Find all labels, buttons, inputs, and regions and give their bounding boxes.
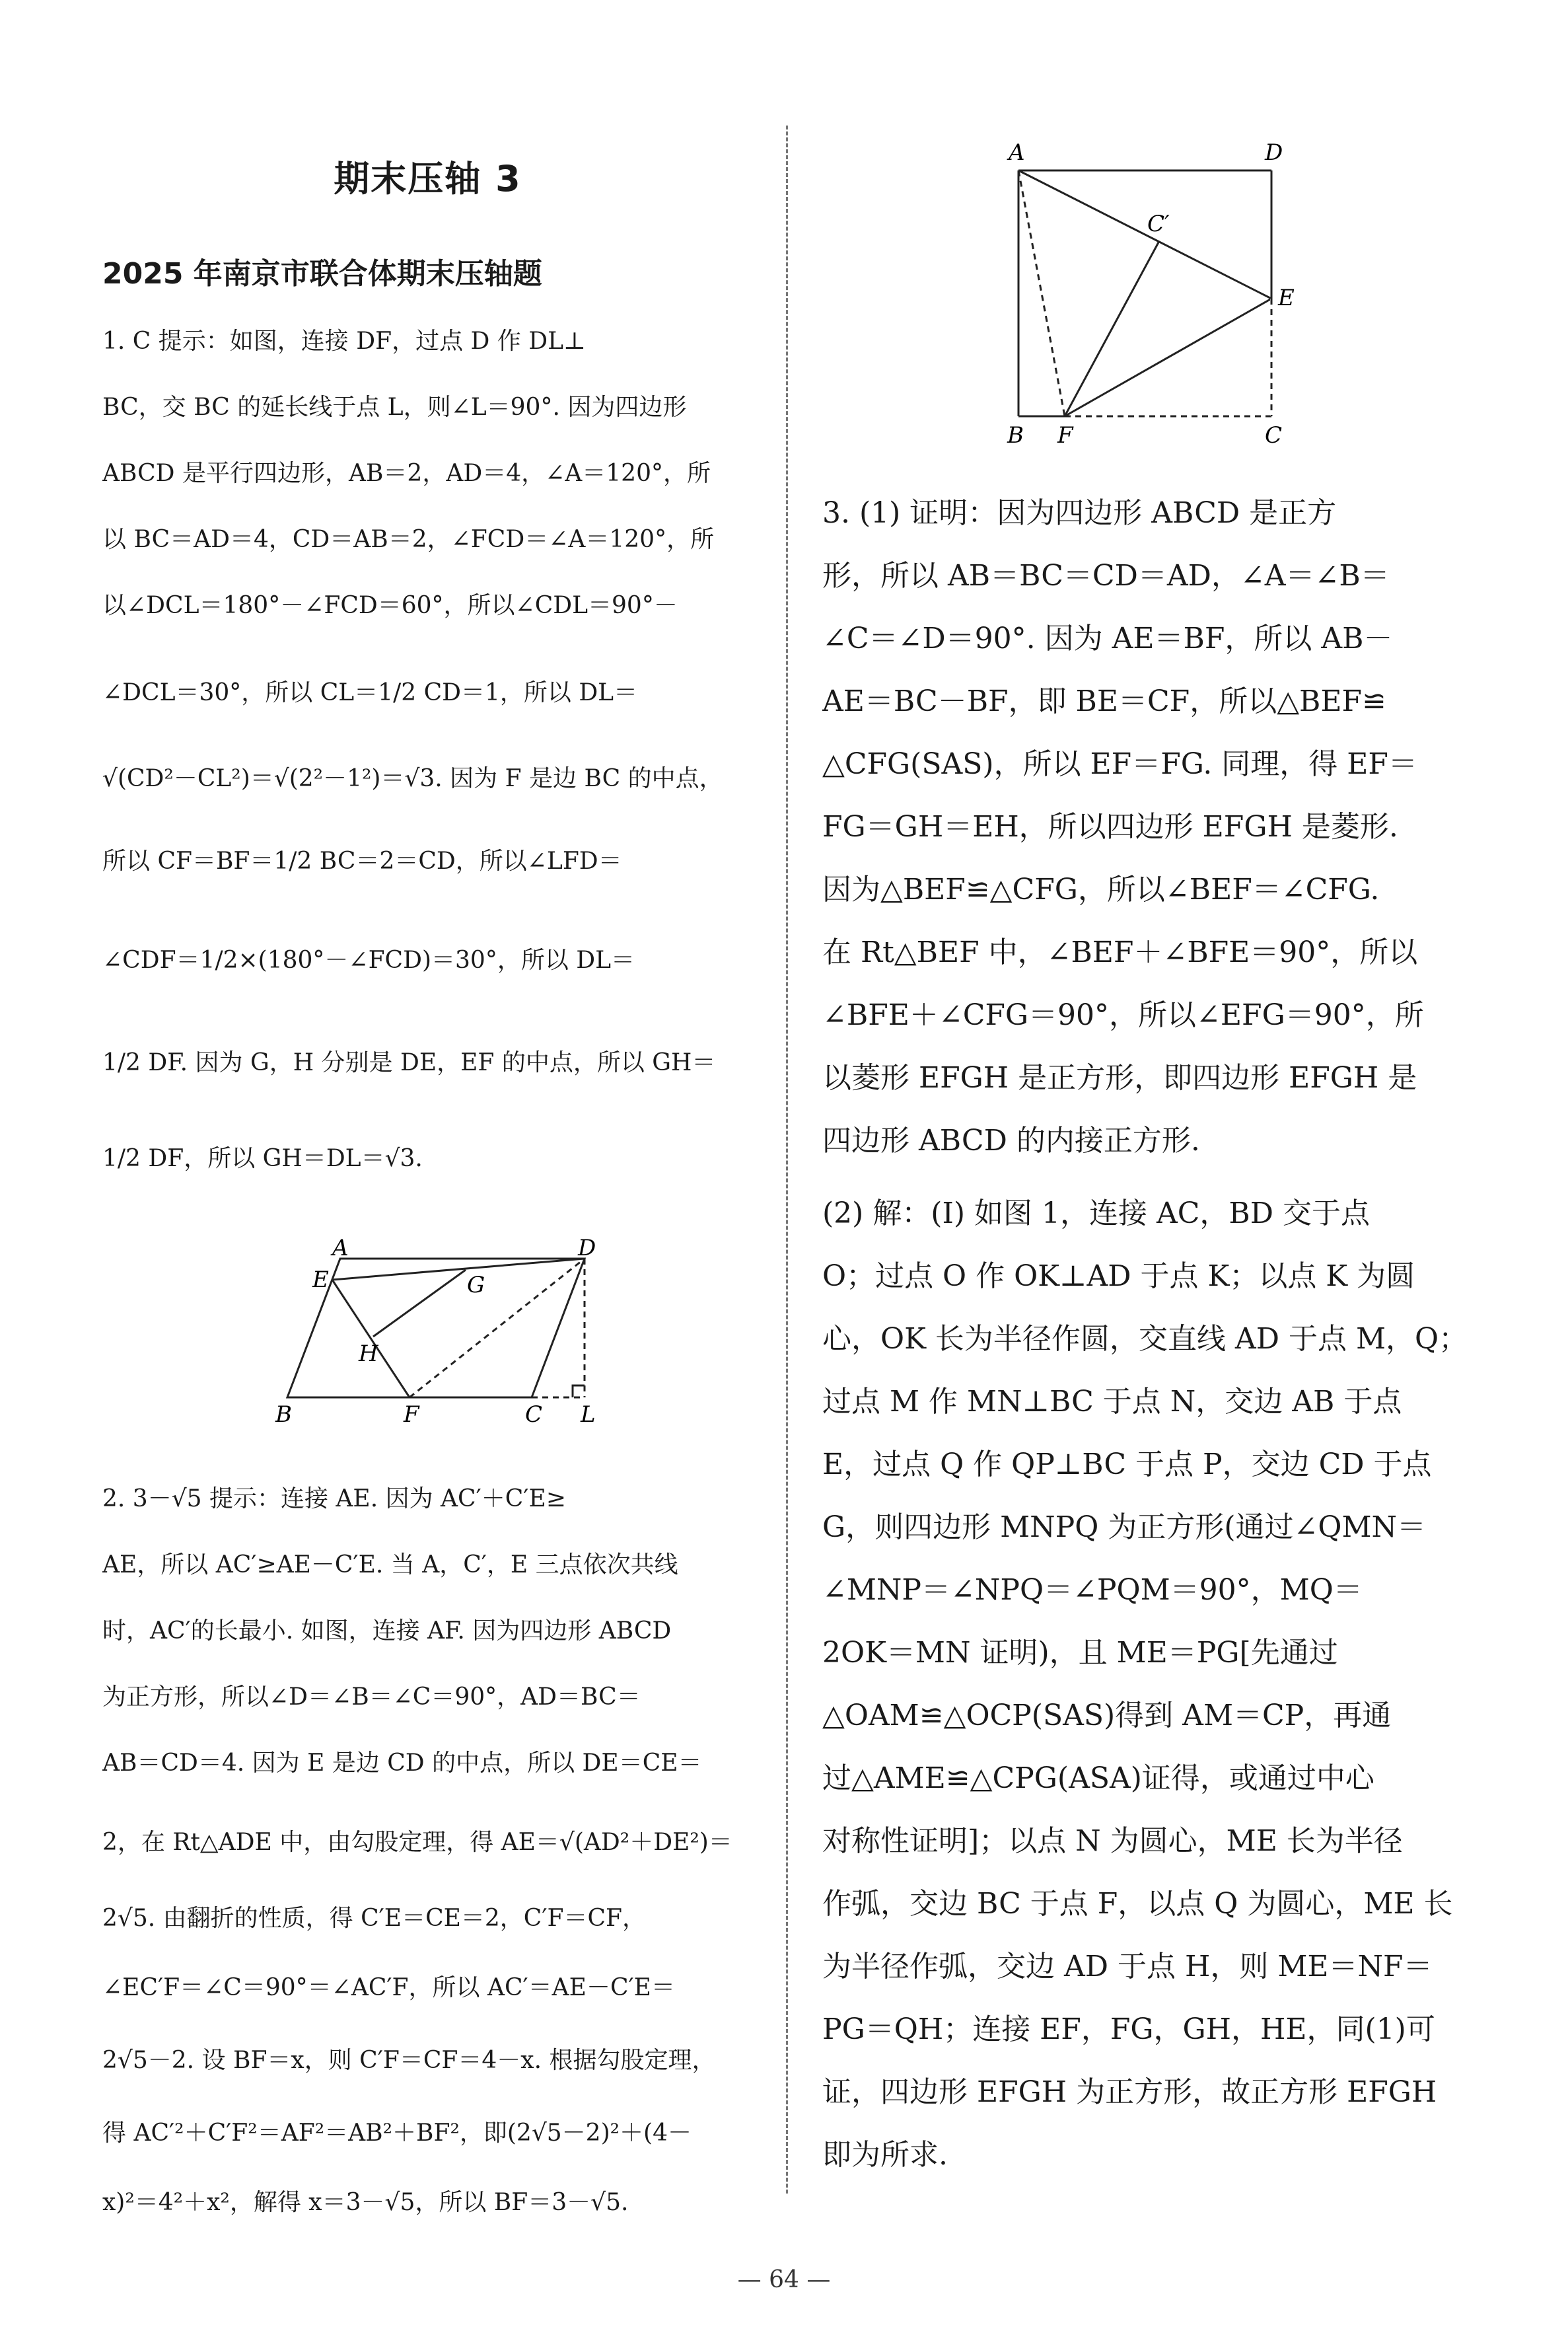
text-line: ∠EC′F＝∠C＝90°＝∠AC′F，所以 AC′＝AE－C′E＝	[102, 1974, 675, 2001]
text-line: 1. C 提示：如图，连接 DF，过点 D 作 DL⊥	[102, 328, 586, 355]
label-E: E	[312, 1267, 329, 1293]
text-line: 因为△BEF≌△CFG，所以∠BEF＝∠CFG.	[822, 873, 1380, 906]
text-line: (2) 解：(Ⅰ) 如图 1，连接 AC，BD 交于点	[822, 1197, 1371, 1230]
label-D: D	[1265, 139, 1283, 166]
text-line: △OAM≌△OCP(SAS)得到 AM＝CP，再通	[822, 1699, 1392, 1732]
text-line: 时，AC′的长最小. 如图，连接 AF. 因为四边形 ABCD	[102, 1617, 672, 1644]
text-line: 为半径作弧，交边 AD 于点 H，则 ME＝NF＝	[822, 1950, 1433, 1983]
label-A: A	[332, 1235, 349, 1261]
label-B: B	[1007, 422, 1024, 449]
text-line: 在 Rt△BEF 中，∠BEF＋∠BFE＝90°，所以	[822, 936, 1418, 969]
text-line: x)²＝4²＋x²，解得 x＝3－√5，所以 BF＝3－√5.	[102, 2189, 629, 2216]
text-line: 得 AC′²＋C′F²＝AF²＝AB²＋BF²，即(2√5－2)²＋(4－	[102, 2120, 692, 2147]
figure-parallelogram-drawing	[248, 1229, 631, 1440]
text-line: AE，所以 AC′≥AE－C′E. 当 A，C′，E 三点依次共线	[102, 1551, 678, 1578]
label-C-prime: C′	[1147, 211, 1170, 237]
text-line: 以∠DCL＝180°－∠FCD＝60°，所以∠CDL＝90°－	[102, 592, 678, 619]
text-line: 形，所以 AB＝BC＝CD＝AD，∠A＝∠B＝	[822, 559, 1390, 593]
text-line: O；过点 O 作 OK⊥AD 于点 K；以点 K 为圆	[822, 1259, 1415, 1293]
label-G: G	[467, 1272, 485, 1298]
text-line: 1/2 DF. 因为 G，H 分别是 DE，EF 的中点，所以 GH＝	[102, 1049, 716, 1076]
text-line: ABCD 是平行四边形，AB＝2，AD＝4，∠A＝120°，所	[102, 460, 711, 487]
text-line: ∠CDF＝1/2×(180°－∠FCD)＝30°，所以 DL＝	[102, 947, 635, 974]
text-line: BC，交 BC 的延长线于点 L，则∠L＝90°. 因为四边形	[102, 394, 687, 421]
label-H: H	[359, 1341, 378, 1367]
text-line: △CFG(SAS)，所以 EF＝FG. 同理，得 EF＝	[822, 747, 1417, 781]
text-line: 以菱形 EFGH 是正方形，即四边形 EFGH 是	[822, 1061, 1417, 1095]
text-line: 过点 M 作 MN⊥BC 于点 N，交边 AB 于点	[822, 1385, 1402, 1419]
text-line: PG＝QH；连接 EF，FG，GH，HE，同(1)可	[822, 2012, 1435, 2046]
text-line: 为正方形，所以∠D＝∠B＝∠C＝90°，AD＝BC＝	[102, 1683, 641, 1711]
label-E: E	[1278, 285, 1295, 311]
text-line: 心，OK 长为半径作圆，交直线 AD 于点 M，Q；	[822, 1322, 1468, 1356]
figure-square-fold	[987, 132, 1318, 462]
column-divider	[786, 126, 788, 2194]
text-line: 2√5－2. 设 BF＝x，则 C′F＝CF＝4－x. 根据勾股定理，	[102, 2047, 716, 2074]
text-line: 即为所求.	[822, 2138, 948, 2172]
text-line: G，则四边形 MNPQ 为正方形(通过∠QMN＝	[822, 1510, 1427, 1544]
label-C: C	[525, 1401, 543, 1428]
text-line: 1/2 DF，所以 GH＝DL＝√3.	[102, 1145, 423, 1172]
text-line: ∠BFE＋∠CFG＝90°，所以∠EFG＝90°，所	[822, 998, 1424, 1032]
text-line: AB＝CD＝4. 因为 E 是边 CD 的中点，所以 DE＝CE＝	[102, 1750, 702, 1777]
text-line: ∠C＝∠D＝90°. 因为 AE＝BF，所以 AB－	[822, 622, 1393, 655]
text-line: 所以 CF＝BF＝1/2 BC＝2＝CD，所以∠LFD＝	[102, 848, 622, 875]
text-line: 对称性证明]；以点 N 为圆心，ME 长为半径	[822, 1824, 1403, 1858]
text-line: 以 BC＝AD＝4，CD＝AB＝2，∠FCD＝∠A＝120°，所	[102, 526, 715, 553]
text-line: 2OK＝MN 证明)，且 ME＝PG[先通过	[822, 1636, 1338, 1670]
text-line: ∠MNP＝∠NPQ＝∠PQM＝90°，MQ＝	[822, 1573, 1363, 1607]
text-line: ∠DCL＝30°，所以 CL＝1/2 CD＝1，所以 DL＝	[102, 679, 638, 706]
text-line: AE＝BC－BF，即 BE＝CF，所以△BEF≌	[822, 684, 1386, 718]
text-line: 过△AME≌△CPG(ASA)证得，或通过中心	[822, 1761, 1374, 1795]
text-line: 证，四边形 EFGH 为正方形，故正方形 EFGH	[822, 2075, 1437, 2109]
text-line: 2，在 Rt△ADE 中，由勾股定理，得 AE＝√(AD²＋DE²)＝	[102, 1829, 732, 1856]
text-line: 2√5. 由翻折的性质，得 C′E＝CE＝2，C′F＝CF，	[102, 1905, 647, 1932]
label-F: F	[1057, 422, 1073, 449]
label-D: D	[578, 1235, 596, 1261]
label-L: L	[581, 1401, 596, 1428]
text-line: FG＝GH＝EH，所以四边形 EFGH 是菱形.	[822, 810, 1398, 844]
text-line: √(CD²－CL²)＝√(2²－1²)＝√3. 因为 F 是边 BC 的中点，	[102, 765, 723, 792]
label-C: C	[1265, 422, 1283, 449]
text-line: 四边形 ABCD 的内接正方形.	[822, 1124, 1200, 1158]
text-line: 作弧，交边 BC 于点 F，以点 Q 为圆心，ME 长	[822, 1887, 1453, 1921]
text-line: 2. 3－√5 提示：连接 AE. 因为 AC′＋C′E≥	[102, 1485, 566, 1512]
label-F: F	[404, 1401, 419, 1428]
page-number: — 64 —	[737, 2266, 831, 2293]
text-line: 3. (1) 证明：因为四边形 ABCD 是正方	[822, 496, 1337, 530]
label-A: A	[1009, 139, 1025, 166]
page-title: 期末压轴 3	[334, 158, 522, 200]
label-B: B	[275, 1401, 292, 1428]
text-line: E，过点 Q 作 QP⊥BC 于点 P，交边 CD 于点	[822, 1448, 1432, 1481]
section-subtitle: 2025 年南京市联合体期末压轴题	[102, 257, 542, 291]
